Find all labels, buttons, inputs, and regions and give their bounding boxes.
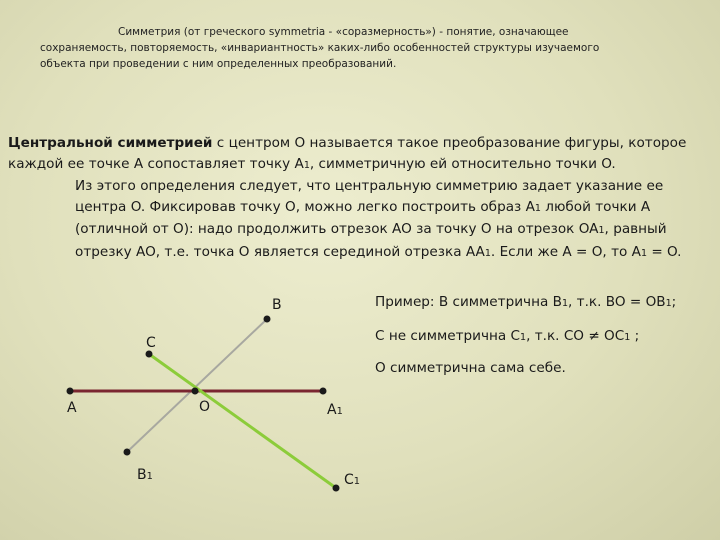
point-c1 xyxy=(333,485,340,492)
point-a1 xyxy=(320,388,327,395)
point-b xyxy=(264,316,271,323)
definition-term: Центральной симметрией xyxy=(8,135,213,151)
intro-line-3: объекта при проведении с ним определенных преобразований. xyxy=(40,58,397,70)
label-b: B xyxy=(272,297,282,313)
label-c: C xyxy=(146,335,156,351)
intro-line-2: сохраняемость, повторяемость, «инвариантность» каких-либо особенностей структуры изучаемого xyxy=(40,42,600,54)
point-c xyxy=(146,351,153,358)
label-a1: A1 xyxy=(327,402,343,418)
label-a: A xyxy=(67,400,77,416)
label-c1: C1 xyxy=(344,472,361,488)
definition-paragraph-2: Из этого определения следует, что центральную симметрию задает указание ее центра O. Фиксировав точку O, можно легко построить образ A1 любой точки A (отличной от O): надо продолжить отрезок AO за точку O на отрезок OA1, равный отрезку AO, т.е. точка O является серединой отрезка AA1. Если же A = O, то A1 = O. xyxy=(75,178,682,260)
segment-cc1 xyxy=(149,354,336,488)
point-a xyxy=(67,388,74,395)
point-b1 xyxy=(124,449,131,456)
label-b1: B1 xyxy=(137,467,153,483)
note-example-o: O симметрична сама себе. xyxy=(375,360,566,376)
note-example-c: C не симметрична C1, т.к. CO ≠ OC1 ; xyxy=(375,328,640,344)
intro-line-1: Симметрия (от греческого symmetria - «соразмерность») - понятие, означающее xyxy=(118,26,569,38)
label-o: O xyxy=(199,399,211,415)
point-o xyxy=(192,388,199,395)
definition-paragraph-1: Центральной симметрией с центром O называется такое преобразование фигуры, которое каждой ее точке A сопоставляет точку A1, симметричную ей относительно точки O. xyxy=(8,135,687,172)
note-example-b: Пример: B симметрична B1, т.к. BO = OB1; xyxy=(375,294,677,310)
